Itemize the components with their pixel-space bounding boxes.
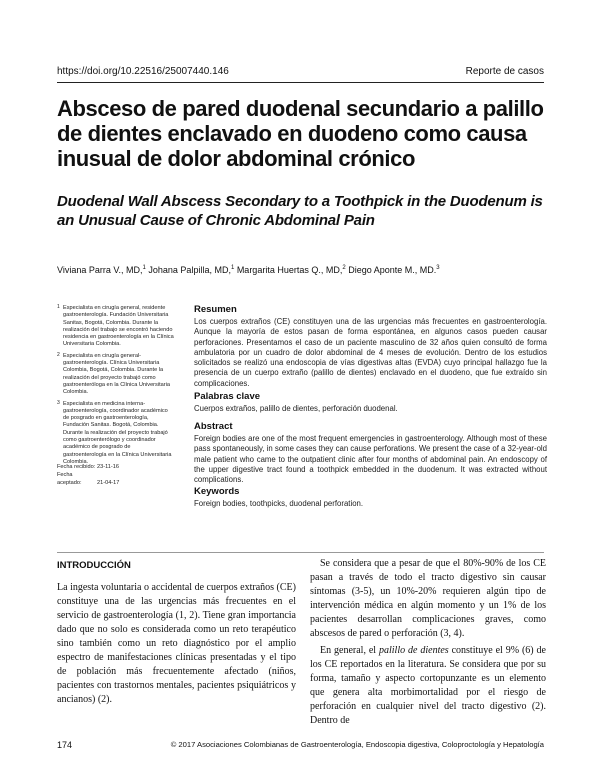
resumen-text: Los cuerpos extraños (CE) constituyen una de las urgencias más frecuentes en gastroenterología. Aunque la mayoría de estos pasan de forma espontánea, en algunos casos pueden causar perforaciones. Presentamos el caso de un paciente masculino de 32 años quien consultó de forma ambulatoria por un cuadro de dolor abdominal de 4 meses de evolución. Dentro de los estudios solicitados se realizó una endoscopia de vías digestivas altas (EVDA) cuyo principal hallazgo fue la presencia de un cuerpo extraño (palillo de dientes) enclavado en el duodeno, que fue extraído sin complicaciones.: [194, 317, 547, 388]
body-text: En general, el: [320, 645, 379, 656]
introduccion-heading: INTRODUCCIÓN: [57, 560, 131, 571]
author-affiliation-mark: 3: [436, 265, 440, 271]
palabras-clave-text: Cuerpos extraños, palillo de dientes, perforación duodenal.: [194, 404, 398, 413]
author-name: Johana Palpilla, MD,: [148, 265, 231, 275]
copyright-notice: © 2017 Asociaciones Colombianas de Gastroenterología, Endoscopia digestiva, Coloproctología y Hepatología: [170, 740, 544, 749]
keywords-heading: Keywords: [194, 486, 240, 497]
article-dates: [57, 463, 175, 487]
affiliation-text: Especialista en cirugía general, residente gastroenterología. Fundación Universitaria Sanitas, Bogotá, Colombia. Durante la realización del trabajo se encontró haciendo residencia en gastroenterología en la Clínica Universitaria Colombia.: [63, 305, 174, 348]
author: [57, 265, 146, 275]
body-text: constituye el 9% (6) de los CE reportados en la literatura. Se considera que por su forma, tamaño y aspecto cortopunzante es un elemento que genera alta morbimortalidad por el riesgo de perforación en cualquier nivel del tracto digestivo (2). Dentro de: [310, 645, 546, 726]
keywords-section: [194, 486, 547, 509]
author-list: [57, 265, 547, 275]
body-column-left: [57, 581, 296, 707]
page-number: 174: [57, 740, 73, 750]
accepted-date: 21-04-17: [97, 480, 120, 486]
body-paragraph: Se considera que a pesar de que el 80%-90% de los CE pasan a través de todo el tracto digestivo sin causar síntomas (3-5), un 10%-20% requieren algún tipo de intervención médica en algún momento y un 1% de los pacientes desarrollan complicaciones graves, como abscesos de pared o perforación (3, 4).: [310, 558, 546, 639]
accepted-date-row: [57, 471, 175, 487]
author-name: Diego Aponte M., MD.: [348, 265, 437, 275]
accepted-date-label: Fecha aceptado:: [57, 472, 82, 486]
section-label: Reporte de casos: [465, 66, 544, 77]
body-paragraph: [310, 644, 546, 728]
author: [237, 265, 346, 275]
resumen-section: [194, 304, 547, 389]
article-title-english: Duodenal Wall Abscess Secondary to a Toothpick in the Duodenum is an Unusual Cause of Chronic Abdominal Pain: [57, 193, 543, 229]
author-affiliation-mark: 2: [342, 265, 346, 271]
abstract-heading: Abstract: [194, 421, 233, 432]
received-date-label: Fecha recibido:: [57, 464, 96, 470]
affiliation-item: [57, 353, 175, 397]
affiliation-text: Especialista en medicina interna-gastroenterología, coordinador académico de posgrado en gastroenterología, Fundación Sanitas. Bogotá, Colombia. Durante la realización del proyecto trabajó como gastroenterólogo y coordinador académico de posgrado de gastroenterología en la Clínica Universitaria Colombia.: [63, 400, 172, 465]
resumen-heading: Resumen: [194, 304, 237, 315]
author-name: Margarita Huertas Q., MD,: [236, 265, 343, 275]
affiliation-item: [57, 305, 175, 349]
affiliation-text: Especialista en cirugía general-gastroenterología. Clínica Universitaria Colombia, Bogotá, Colombia. Durante la realización del proyecto trabajó como gastroenteróloga en la Clínica Universitaria Colombia.: [63, 352, 170, 396]
author: [148, 265, 234, 275]
affiliations: [57, 305, 175, 470]
affiliation-number: 3: [57, 399, 60, 406]
affiliation-number: 1: [57, 304, 60, 310]
author-affiliation-mark: 1: [230, 265, 235, 271]
palabras-clave-heading: Palabras clave: [194, 391, 261, 402]
intro-paragraph: La ingesta voluntaria o accidental de cuerpos extraños (CE) constituye una de las urgencias más frecuentes en el servicio de gastroenterología (1, 2). Tiene gran importancia dado que no solo es considerada como un reto terapéutico sino también como un reto diagnóstico por el amplio espectro de manifestaciones clínicas presentadas y el tipo de población más frecuentemente afectado (niños, pacientes con trastornos mentales, pacientes psiquiátricos y ancianos) (2).: [57, 582, 296, 705]
author: [348, 265, 439, 275]
abstract-section: [194, 421, 547, 485]
palabras-clave-section: [194, 391, 547, 414]
doi-link[interactable]: https://doi.org/10.22516/25007440.146: [57, 66, 229, 77]
body-column-right: [310, 557, 546, 728]
keywords-text: Foreign bodies, toothpicks, duodenal perforation.: [194, 499, 364, 508]
affiliation-item: [57, 401, 175, 467]
author-affiliation-mark: 1: [142, 265, 146, 271]
article-title-spanish: Absceso de pared duodenal secundario a palillo de dientes enclavado en duodeno como causa inusual de dolor abdominal crónico: [57, 96, 544, 171]
author-name: Viviana Parra V., MD,: [57, 265, 143, 275]
received-date: 23-11-16: [97, 464, 119, 470]
abstract-text: Foreign bodies are one of the most frequent emergencies in gastroenterology. Although most of these pass spontaneously, in some cases they can cause perforations. We present the case of a 32-year-old male patient who came to the outpatient clinic after four months of abdominal pain. An endoscopy of the upper digestive tract found a toothpick embedded in the duodenum. It was extracted without complications.: [194, 434, 547, 485]
emphasized-term: palillo de dientes: [378, 645, 449, 656]
header-divider: [57, 82, 544, 83]
received-date-row: [57, 463, 175, 471]
section-divider: [57, 552, 544, 553]
affiliation-number: 2: [57, 351, 60, 358]
